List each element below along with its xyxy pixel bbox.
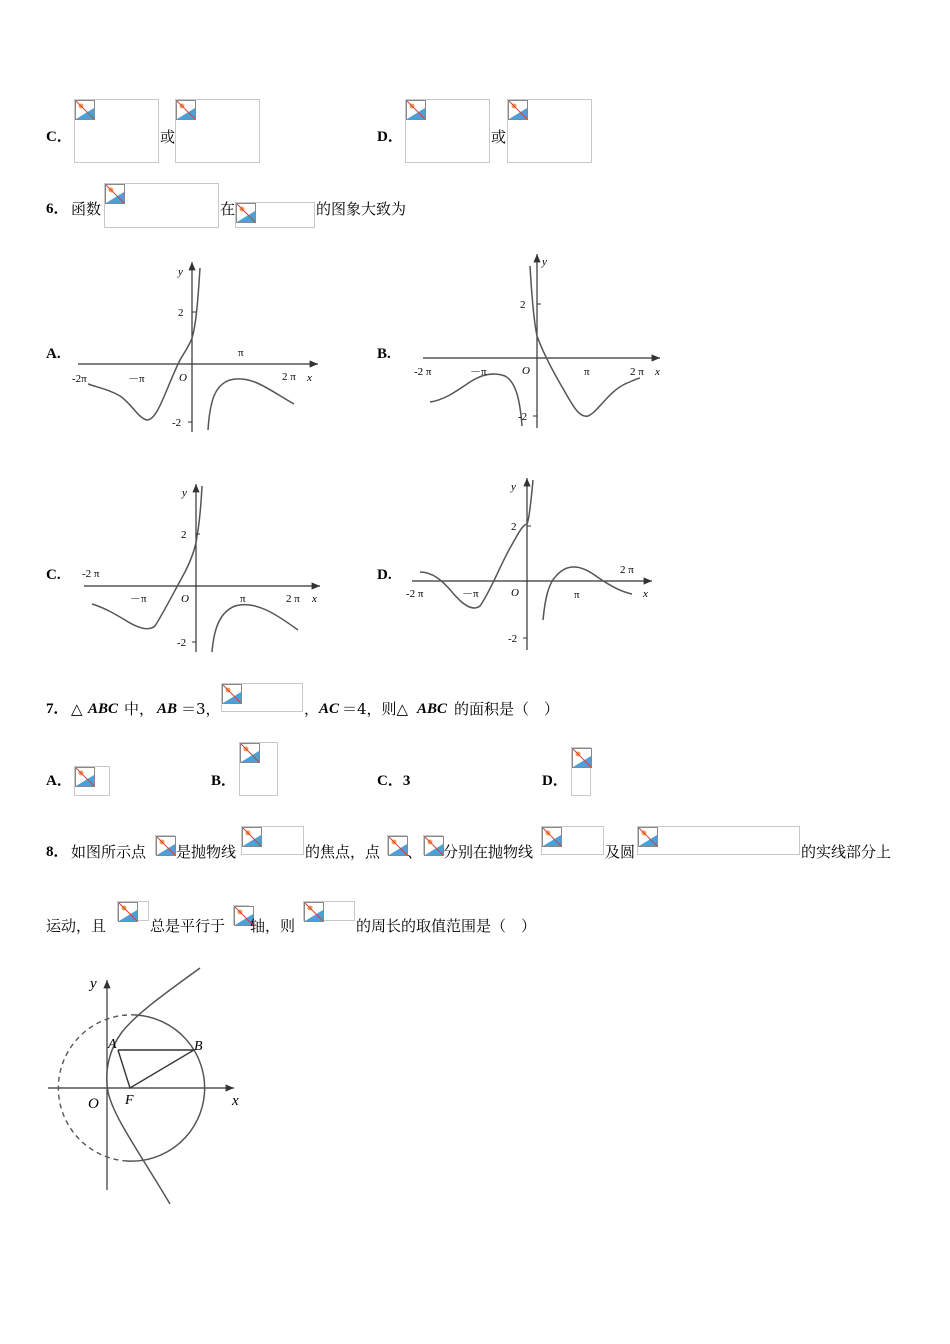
question-8-text: 如图所示点 [71,843,147,861]
question-8-text: 、 [407,843,423,861]
broken-image-icon [424,836,444,856]
point-f-label: F [125,1093,134,1108]
tick-label: 2 [181,529,187,541]
broken-image-icon [156,836,176,856]
x-label: x [655,366,660,378]
question-7-text: ＝3， [181,700,221,718]
q8-figure [48,968,239,1204]
tick-label: －π [462,588,479,600]
option-d-label: D． [542,773,568,789]
question-7-text: ， [304,700,320,718]
question-6-text: 的图象大致为 [316,200,407,218]
question-7-text: △ [71,700,83,718]
tick-label: 2 π [630,366,644,378]
graph-d [406,478,652,650]
tick-label: -2 π [82,568,100,580]
tick-label: 2 [511,521,517,533]
formula-image [117,901,149,921]
tick-label: －π [128,373,145,385]
formula-image [637,826,800,855]
tick-label: －π [470,366,487,378]
tick-label: 2 [520,299,526,311]
broken-image-icon [75,767,95,787]
y-label: y [182,487,187,499]
question-6-number: 6． [46,201,69,217]
triangle-abf [118,1050,194,1088]
curve-left [430,374,522,426]
broken-image-icon [222,684,242,704]
broken-image-icon [638,827,658,847]
graph-c [82,484,320,652]
broken-image-icon [242,827,262,847]
broken-image-icon [240,743,260,763]
broken-image-icon [572,748,592,768]
tick-label: π [574,589,580,601]
origin-label: O [511,587,519,599]
question-7-text: 的面积是（ ） [454,700,560,718]
origin-label: O [181,593,189,605]
question-6-text: 在 [220,200,236,218]
question-8-text: 的周长的取值范围是（ ） [356,917,537,935]
point-a-label: A [108,1037,117,1052]
tick-label: -2π [72,373,87,385]
formula-image [155,835,175,855]
x-label: x [643,588,648,600]
question-8-text: 轴，则 [250,917,296,935]
origin-label: O [179,372,187,384]
option-c-label: C．3 [377,773,411,789]
option-d-label: D． [377,129,403,145]
curve-left [92,486,202,629]
formula-image [541,826,604,855]
tick-label: -2 π [406,588,424,600]
origin-label: O [88,1096,99,1112]
point-b-label: B [194,1039,203,1054]
formula-image [571,747,591,796]
question-8-text: 及圆 [605,843,636,861]
or-text: 或 [491,128,507,146]
question-7-text: AC [319,701,340,717]
formula-image [239,742,278,796]
graph-option-a-label: A. [46,346,61,362]
question-7-text: 中， [124,700,155,718]
question-8-text: 分别在抛物线 [443,843,534,861]
question-8-text: 是抛物线 [176,843,237,861]
curve-right [530,266,640,416]
broken-image-icon [118,902,138,922]
question-7-text: ABC [88,701,119,717]
graph-option-b-label: B. [377,346,391,362]
option-b-label: B． [211,773,237,789]
question-7-text: ABC [417,701,448,717]
tick-label: -2 [518,411,528,423]
tick-label: π [240,593,246,605]
curve-right [543,567,632,620]
broken-image-icon [388,836,408,856]
y-label: y [178,266,183,278]
question-8-text: 运动，且 [46,917,107,935]
tick-label: 2 π [286,593,300,605]
tick-label: π [238,347,244,359]
question-6-text: 函数 [71,200,102,218]
question-8-text: 的焦点，点 [305,843,381,861]
tick-label: π [584,366,590,378]
question-7-number: 7． [46,701,69,717]
graph-b [414,254,660,428]
formula-image [303,901,355,921]
tick-label: 2 [178,307,184,319]
formula-image [221,683,303,712]
question-8-text: 的实线部分上 [801,843,892,861]
broken-image-icon [304,902,324,922]
x-label: x [307,372,312,384]
curve-right [208,379,294,430]
tick-label: -2 π [414,366,432,378]
parabola [107,968,200,1204]
broken-image-icon [542,827,562,847]
y-label: y [511,481,516,493]
tick-label: -2 [508,633,518,645]
y-label: y [542,256,547,268]
option-c-label: C． [46,129,72,145]
question-7-text: AB [157,701,178,717]
tick-label: 2 π [620,564,634,576]
tick-label: －π [130,593,147,605]
graph-a [72,262,318,432]
formula-image [74,766,110,796]
graph-option-c-label: C. [46,567,61,583]
question-7-text: ＝4，则△ [342,700,409,718]
formula-image [387,835,407,855]
option-a-label: A． [46,773,72,789]
tick-label: -2 [172,417,182,429]
curve-left [88,268,200,420]
x-label: x [312,593,317,605]
tick-label: -2 [177,637,187,649]
y-label: y [90,976,97,992]
formula-image [241,826,304,855]
or-text: 或 [160,128,176,146]
graph-option-d-label: D. [377,567,392,583]
curve-right [212,605,298,652]
formula-image [423,835,443,855]
x-label: x [232,1093,239,1109]
tick-label: 2 π [282,371,296,383]
origin-label: O [522,365,530,377]
question-8-number: 8． [46,844,69,860]
formula-image [233,905,249,925]
question-8-text: 总是平行于 [150,917,226,935]
